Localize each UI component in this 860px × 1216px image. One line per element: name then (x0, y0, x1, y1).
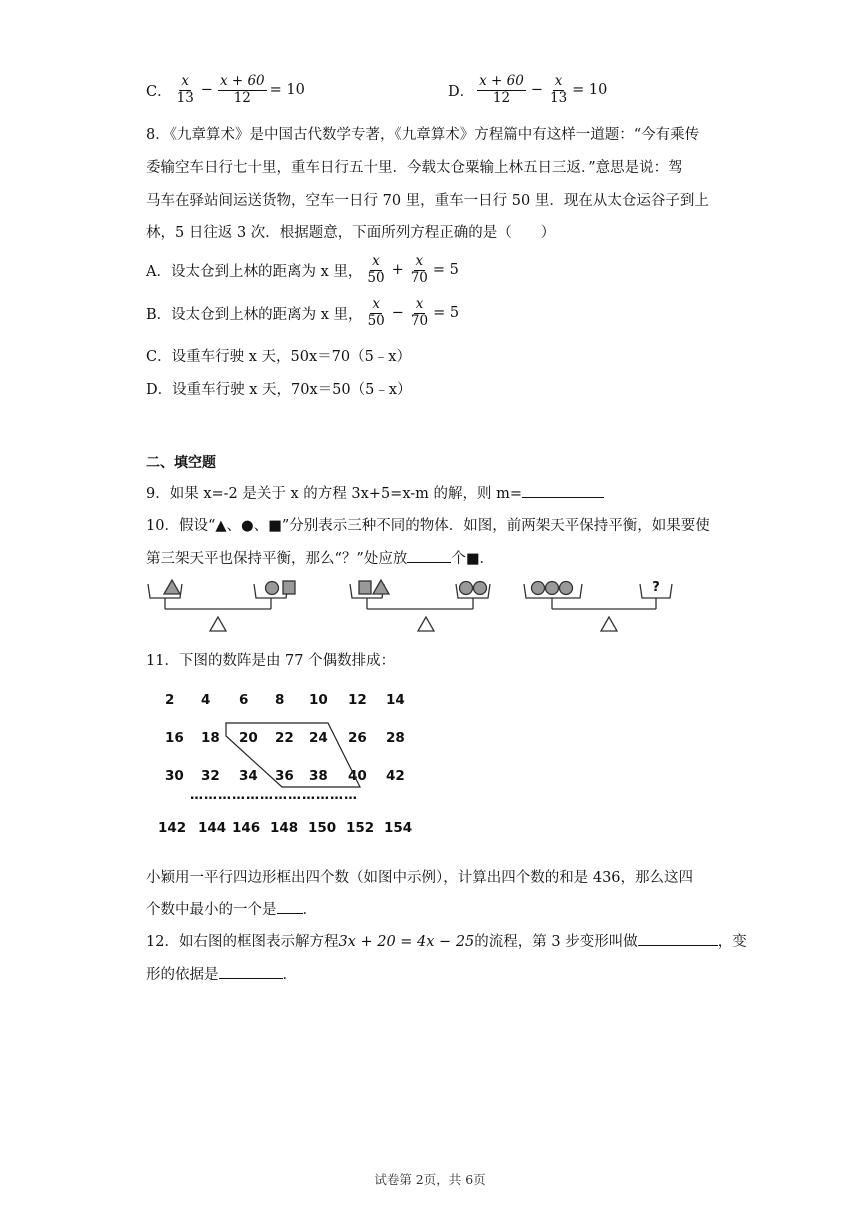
array-number: 22 (275, 730, 294, 746)
array-number: 32 (201, 768, 220, 784)
array-number: 18 (201, 730, 220, 746)
fraction: $\frac{x}{70}$ (410, 252, 428, 286)
fraction: $\frac{x}{50}$ (367, 252, 385, 286)
array-number: 20 (239, 730, 258, 746)
q11-intro: 11．下图的数阵是由 77 个偶数排成： (146, 653, 396, 669)
array-number: 150 (308, 820, 337, 836)
array-number: 152 (346, 820, 375, 836)
q12-line-2: 形的依据是 ． (146, 967, 297, 983)
array-number: 6 (239, 692, 249, 708)
q7-option-d: D． $\frac{x + 60}{12}$ − $\frac{x}{13}$ = 10 (448, 72, 608, 106)
q8-line-3: 马车在驿站间运送货物，空车一日行 70 里，重车一日行 50 里．现在从太仓运谷子到上 (146, 193, 709, 209)
balance-scales-figure (140, 574, 700, 634)
q10-line-2: 第三架天平也保持平衡，那么“？”处应放 个■． (146, 551, 495, 567)
balance-scale-1 (148, 580, 295, 631)
q8-line-1: 8．《九章算术》是中国古代数学专著，《九章算术》方程篇中有这样一道题：“今有乘传 (146, 127, 700, 143)
array-number: 2 (165, 692, 175, 708)
array-number: 28 (386, 730, 405, 746)
q12-line-1: 12．如右图的框图表示解方程3x + 20 = 4x − 25的流程，第 3 步变形叫做 ，变 (146, 934, 747, 950)
question-mark: ? (652, 580, 660, 595)
answer-blank[interactable] (522, 496, 604, 498)
circle-icon (266, 582, 279, 595)
q8-line-2: 委输空车日行七十里，重车日行五十里．今载太仓粟输上林五日三返．”意思是说：驾 (146, 160, 683, 176)
array-number: 4 (201, 692, 211, 708)
array-number: 42 (386, 768, 405, 784)
circle-icon (460, 582, 473, 595)
q11-text-1: 小颖用一平行四边形框出四个数（如图中示例），计算出四个数的和是 436，那么这四 (146, 870, 694, 886)
ellipsis-row: ……………………………… (190, 788, 358, 803)
array-number: 30 (165, 768, 184, 784)
circle-icon (474, 582, 487, 595)
square-icon (359, 581, 371, 594)
answer-blank[interactable] (277, 912, 303, 914)
q8-option-c: C．设重车行驶 x 天，50x＝70（5﹣x） (146, 349, 411, 365)
option-label: C． (146, 83, 172, 100)
page-footer: 试卷第 2页，共 6页 (374, 1172, 486, 1187)
array-number: 40 (348, 768, 367, 784)
circle-icon (546, 582, 559, 595)
q8-option-d: D．设重车行驶 x 天，70x＝50（5﹣x） (146, 382, 412, 398)
array-number: 12 (348, 692, 367, 708)
balance-scale-3 (524, 582, 672, 632)
array-number: 36 (275, 768, 294, 784)
answer-blank[interactable] (638, 944, 718, 946)
circle-icon (532, 582, 545, 595)
array-number: 14 (386, 692, 405, 708)
array-number: 38 (309, 768, 328, 784)
equation: 3x + 20 = 4x − 25 (338, 934, 475, 950)
array-number: 24 (309, 730, 328, 746)
array-number: 142 (158, 820, 187, 836)
array-number: 146 (232, 820, 261, 836)
q9: 9．如果 x=-2 是关于 x 的方程 3x+5=x-m 的解，则 m= (146, 482, 604, 503)
array-number: 144 (198, 820, 227, 836)
fraction: $\frac{x}{13}$ (549, 72, 568, 106)
fraction: $\frac{x + 60}{12}$ (479, 72, 524, 106)
array-number: 26 (348, 730, 367, 746)
array-number: 34 (239, 768, 258, 784)
triangle-icon (373, 580, 389, 594)
q11-text-2: 个数中最小的一个是 ． (146, 902, 317, 918)
fraction: $\frac{x}{13}$ (176, 72, 194, 106)
array-number: 16 (165, 730, 184, 746)
q8-line-4: 林，5 日往返 3 次．根据题意，下面所列方程正确的是（ ） (146, 225, 556, 241)
q8-option-a: A．设太仓到上林的距离为 x 里， $\frac{x}{50}$ + $\frac{x}{70}$ = 5 (146, 252, 459, 286)
array-number: 148 (270, 820, 299, 836)
circle-icon (560, 582, 573, 595)
fraction: $\frac{x + 60}{12}$ (219, 72, 265, 106)
triangle-icon (164, 580, 180, 594)
q10-line-1: 10．假设“▲、●、■”分别表示三种不同的物体．如图，前两架天平保持平衡，如果要使 (146, 518, 710, 534)
q8-option-b: B．设太仓到上林的距离为 x 里， $\frac{x}{50}$ − $\frac{x}{70}$ = 5 (146, 295, 460, 329)
array-number: 8 (275, 692, 285, 708)
section-heading: 二、填空题 (146, 455, 216, 471)
array-number: 10 (309, 692, 328, 708)
fraction: $\frac{x}{70}$ (410, 295, 429, 329)
answer-blank[interactable] (407, 561, 451, 563)
q7-option-c: C． $\frac{x}{13}$ − $\frac{x + 60}{12}$ = 10 (146, 72, 305, 106)
answer-blank[interactable] (219, 977, 283, 979)
balance-scale-2 (350, 580, 490, 631)
fraction: $\frac{x}{50}$ (367, 295, 385, 329)
option-label: D． (448, 83, 475, 100)
square-icon (283, 581, 295, 594)
array-number: 154 (384, 820, 413, 836)
